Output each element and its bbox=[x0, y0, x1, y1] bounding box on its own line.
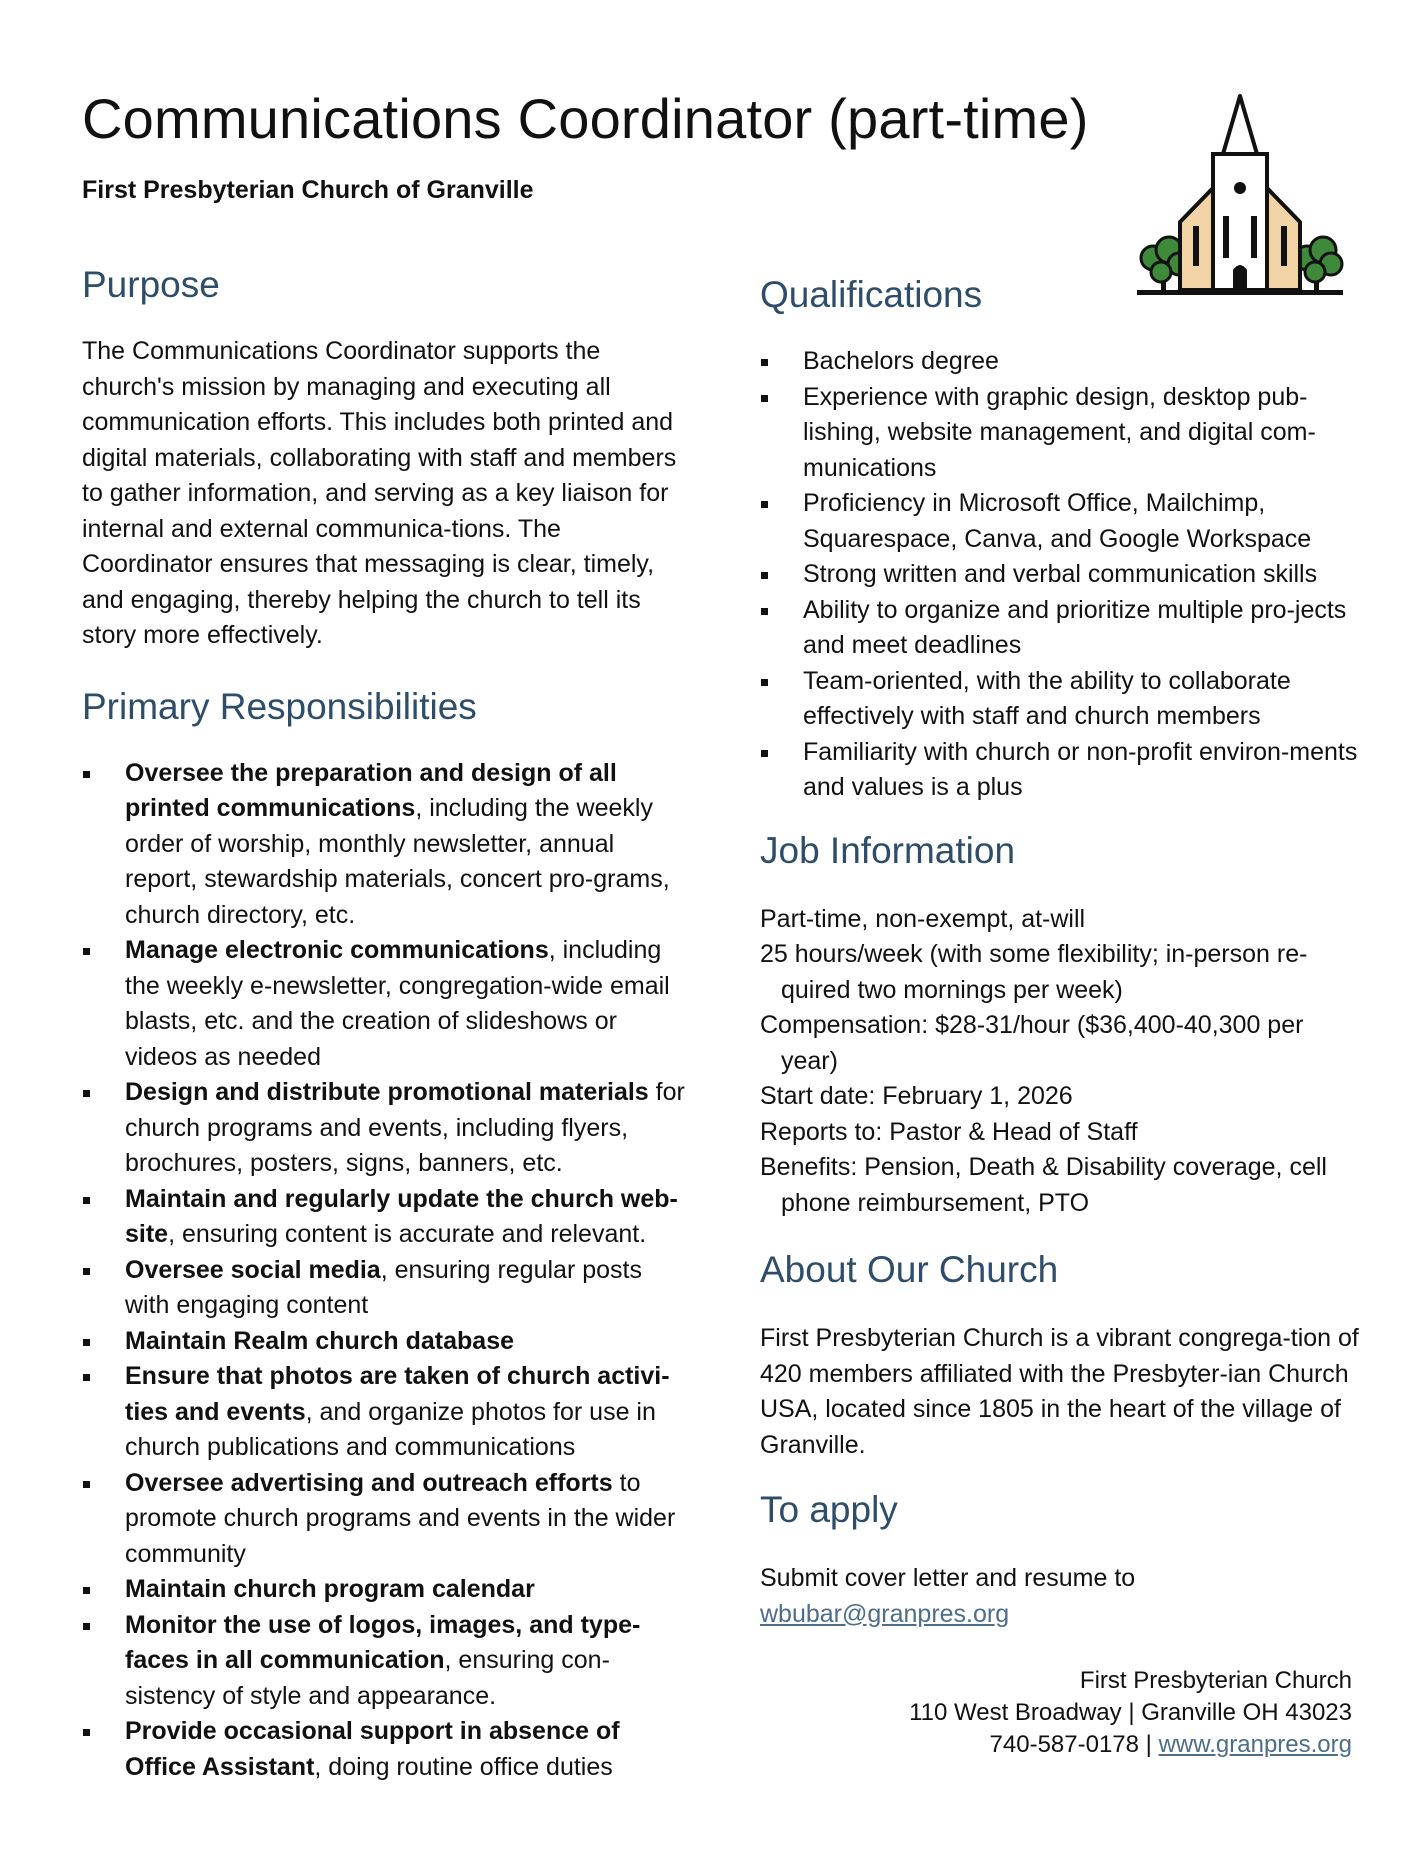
list-item-text: , doing routine office duties bbox=[314, 1752, 613, 1781]
list-item-text: , ensuring regular posts with engaging content bbox=[125, 1255, 642, 1319]
list-item: Ability to organize and prioritize multiple pro-jects and meet deadlines bbox=[760, 593, 1360, 664]
list-item-text: , including the weekly e-newsletter, congregation-wide email blasts, etc. and the creation of slideshows or videos as needed bbox=[125, 936, 670, 1071]
list-item-bold: Manage electronic communications bbox=[125, 936, 549, 964]
list-item-bold: Maintain Realm church database bbox=[125, 1326, 515, 1355]
list-item: Familiarity with church or non-profit environ-ments and values is a plus bbox=[760, 735, 1360, 806]
list-item bbox=[82, 1466, 692, 1573]
list-item-bold: Maintain and regularly update the church web-site bbox=[125, 1184, 678, 1248]
list-item-text: , and organize photos for use in church publications and communications bbox=[125, 1397, 656, 1461]
list-item-bold: Oversee social media bbox=[125, 1255, 381, 1284]
apply-email-link[interactable]: wbubar@granpres.org bbox=[760, 1599, 1010, 1628]
list-item-bold: Provide occasional support in absence of Office Assistant bbox=[125, 1717, 620, 1781]
apply-text bbox=[760, 1561, 1360, 1632]
list-item: Proficiency in Microsoft Office, Mailchimp, Squarespace, Canva, and Google Workspace bbox=[760, 486, 1360, 557]
list-item-bold: Maintain church program calendar bbox=[125, 1575, 535, 1603]
job-line: Part-time, non-exempt, at-will bbox=[760, 904, 1086, 933]
list-item-text: for church programs and events, including flyers, brochures, posters, signs, banners, etc. bbox=[125, 1078, 685, 1177]
footer-phone-line bbox=[909, 1729, 1352, 1761]
job-information-list bbox=[760, 902, 1360, 1222]
footer-phone: 740-587-0178 | bbox=[989, 1731, 1152, 1758]
responsibilities-heading: Primary Responsibilities bbox=[82, 685, 477, 727]
list-item-text: , ensuring con-sistency of style and appearance. bbox=[125, 1646, 610, 1710]
responsibilities-list bbox=[82, 756, 692, 1786]
list-item-bold: Monitor the use of logos, images, and type-faces in all communication bbox=[125, 1610, 641, 1674]
page-title: Communications Coordinator (part-time) bbox=[82, 87, 1089, 150]
list-item-bold: Design and distribute promotional materials bbox=[125, 1078, 649, 1106]
job-line: 25 hours/week (with some flexibility; in-person re-quired two mornings per week) bbox=[760, 940, 1308, 1004]
footer-contact bbox=[909, 1665, 1352, 1761]
list-item: Experience with graphic design, desktop pub-lishing, website management, and digital com-munications bbox=[760, 380, 1360, 487]
job-line: Reports to: Pastor & Head of Staff bbox=[760, 1117, 1138, 1146]
footer-address: 110 West Broadway | Granville OH 43023 bbox=[909, 1699, 1352, 1726]
list-item bbox=[82, 756, 692, 934]
about-text: First Presbyterian Church is a vibrant congrega-tion of 420 members affiliated with the Presbyter-ian Church USA, located since 1805 in the heart of the village of Granville. bbox=[760, 1324, 1359, 1459]
apply-heading: To apply bbox=[760, 1489, 898, 1530]
list-item-bold: Ensure that photos are taken of church activi-ties and events bbox=[125, 1362, 670, 1426]
list-item bbox=[82, 1324, 692, 1360]
church-icon bbox=[1135, 92, 1345, 302]
job-information-heading: Job Information bbox=[760, 829, 1016, 871]
list-item: Strong written and verbal communication skills bbox=[760, 557, 1360, 593]
right-column bbox=[760, 272, 1360, 1632]
purpose-heading: Purpose bbox=[82, 264, 220, 305]
about-heading: About Our Church bbox=[760, 1249, 1059, 1290]
website-link[interactable]: www.granpres.org bbox=[1158, 1731, 1352, 1758]
qualifications-list bbox=[760, 344, 1360, 806]
list-item bbox=[82, 1182, 692, 1253]
list-item-text: , including the weekly order of worship, monthly newsletter, annual report, stewardship materials, concert pro-grams, church directory, etc. bbox=[125, 794, 670, 929]
list-item bbox=[82, 1714, 692, 1785]
list-item bbox=[82, 1572, 692, 1608]
apply-instructions: Submit cover letter and resume to bbox=[760, 1564, 1136, 1592]
list-item bbox=[82, 1608, 692, 1715]
church-name-subtitle: First Presbyterian Church of Granville bbox=[82, 176, 534, 204]
job-line: Compensation: $28-31/hour ($36,400-40,300 per year) bbox=[760, 1011, 1304, 1075]
purpose-text: The Communications Coordinator supports the church's mission by managing and executing all communication efforts. This includes both printed and digital materials, collaborating with staff and members to gather information, and serving as a key liaison for internal and external communica-tions. The Coordinator ensures that messaging is clear, timely, and engaging, thereby helping the church to tell its story more effectively. bbox=[82, 337, 677, 649]
list-item bbox=[82, 1253, 692, 1324]
list-item-text: to promote church programs and events in the wider community bbox=[125, 1468, 676, 1568]
footer-church-name: First Presbyterian Church bbox=[1079, 1667, 1352, 1694]
list-item: Team-oriented, with the ability to collaborate effectively with staff and church members bbox=[760, 664, 1360, 735]
list-item bbox=[82, 1359, 692, 1466]
list-item bbox=[82, 1075, 692, 1182]
list-item-text: , ensuring content is accurate and relevant. bbox=[168, 1220, 647, 1248]
list-item bbox=[82, 933, 692, 1075]
job-line: Start date: February 1, 2026 bbox=[760, 1082, 1073, 1110]
list-item: Bachelors degree bbox=[760, 344, 1360, 380]
job-line: Benefits: Pension, Death & Disability coverage, cell phone reimbursement, PTO bbox=[760, 1153, 1327, 1217]
qualifications-heading: Qualifications bbox=[760, 274, 983, 315]
list-item-bold: Oversee the preparation and design of all printed communications bbox=[125, 758, 617, 822]
list-item-bold: Oversee advertising and outreach efforts bbox=[125, 1468, 613, 1497]
left-column bbox=[82, 262, 692, 1785]
